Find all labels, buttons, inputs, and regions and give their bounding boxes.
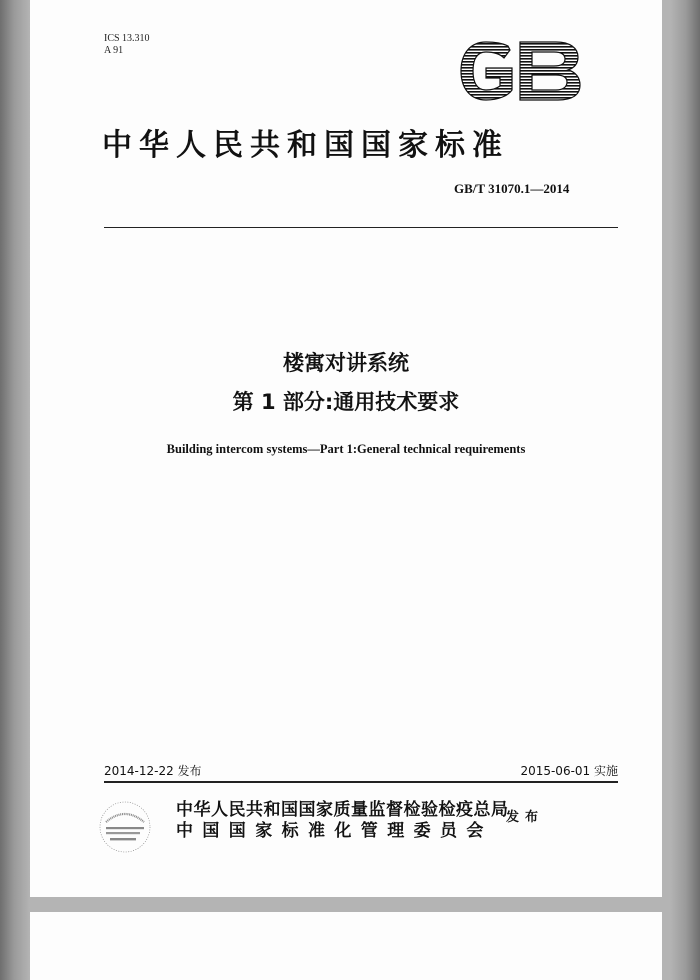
issue-date: 2014-12-22 发布 <box>104 764 202 778</box>
next-page-edge <box>30 912 662 980</box>
national-standard-heading: 中华人民共和国国家标准 <box>102 128 509 163</box>
document-title: 楼寓对讲系统 <box>283 351 409 375</box>
ics-code: ICS 13.310 <box>104 33 150 44</box>
document-subtitle: 第 1 部分:通用技术要求 <box>232 390 460 414</box>
issuer-sac: 中国国家标准化管理委员会 <box>176 821 493 841</box>
gb-logo <box>458 40 582 102</box>
publish-label: 发布 <box>506 810 545 825</box>
classification-codes <box>104 33 150 57</box>
header-divider <box>104 227 618 228</box>
footer-divider <box>104 781 618 783</box>
issuer-aqsiq: 中华人民共和国国家质量监督检验检疫总局 <box>176 800 509 820</box>
anti-counterfeit-stamp <box>98 800 152 854</box>
ccs-code: A 91 <box>104 45 124 56</box>
document-page <box>30 0 662 897</box>
standard-code: GB/T 31070.1—2014 <box>454 181 570 196</box>
english-title: Building intercom systems—Part 1:General technical requirements <box>166 442 526 456</box>
implementation-date: 2015-06-01 实施 <box>520 764 618 778</box>
